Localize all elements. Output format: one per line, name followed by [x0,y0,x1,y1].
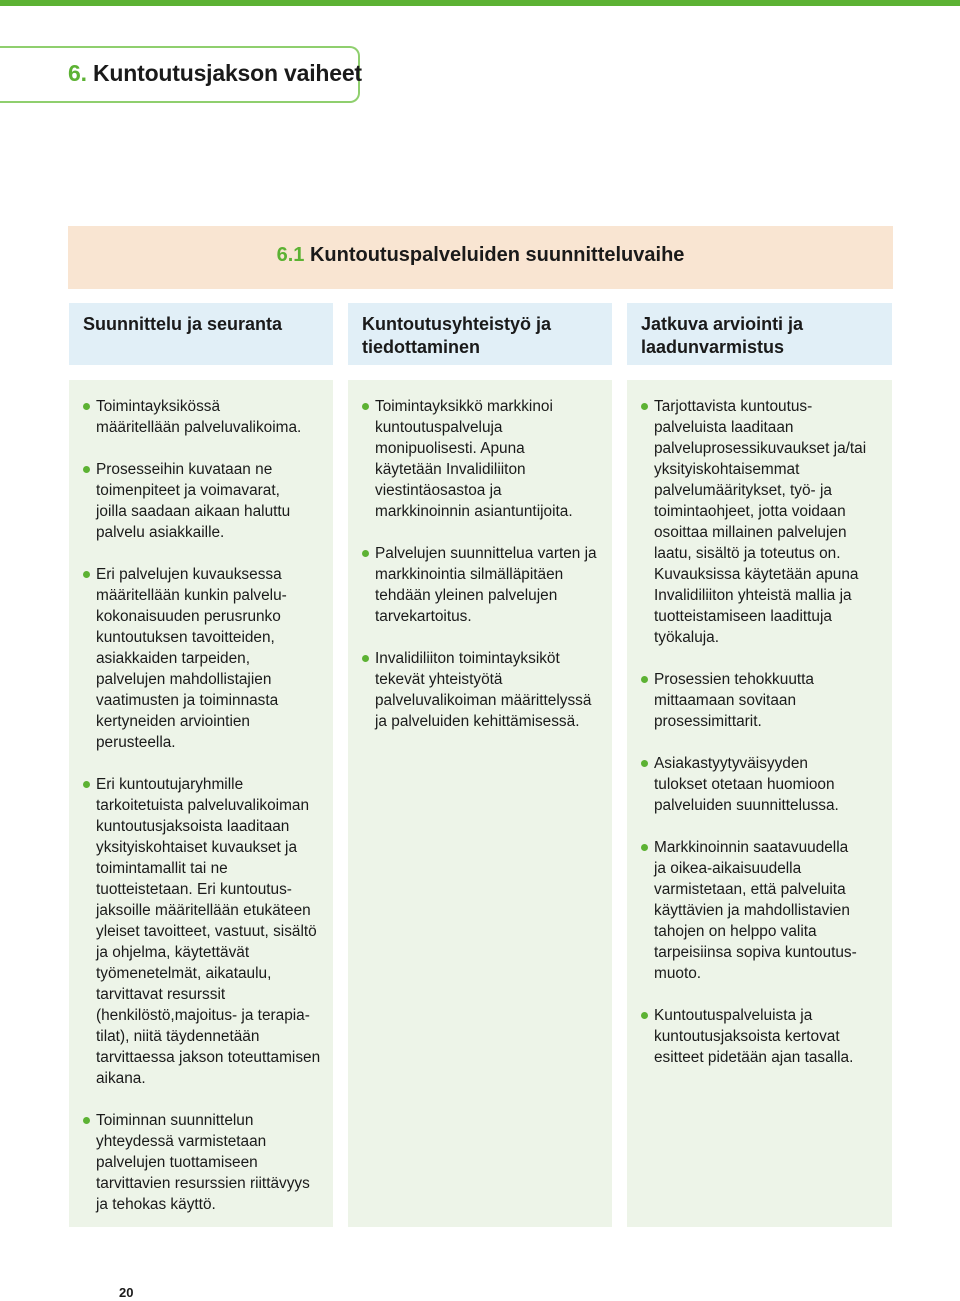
column-heading-evaluation: Jatkuva arviointi ja laadunvarmistus [627,303,892,365]
bullet-list [641,396,882,1068]
list-item: Invalidiliiton toimintayksiköt tekevät yhteistyötä palveluvalikoiman määrittelyssä ja palveluiden kehittämisessä. [362,648,602,732]
column-body-evaluation [627,380,892,1227]
chapter-title [68,60,362,87]
column-heading-cooperation: Kuntoutusyhteistyö ja tiedottaminen [348,303,612,365]
list-item: Eri palvelujen kuvauksessa määritellään kunkin palvelu- kokonaisuuden perusrunko kuntoutuksen tavoitteiden, asiakkaiden tarpeiden, palvelujen mahdollistajien vaatimusten ja toiminnasta kertyneiden arviointien perusteella. [83,564,323,753]
bullet-icon [83,781,90,788]
phase-number: 6.1 [276,244,305,266]
bullet-icon [83,466,90,473]
bullet-icon [641,760,648,767]
chapter-number: 6. [68,60,87,86]
list-item: Markkinoinnin saatavuudella ja oikea-aikaisuudella varmistetaan, että palveluita käyttävien ja mahdollistavien tahojen on helppo valita tarpeisiinsa sopiva kuntoutus- muoto. [641,837,882,984]
list-item: Toiminnan suunnittelun yhteydessä varmistetaan palvelujen tuottamiseen tarvittavien resurssien riittävyys ja tehokas käyttö. [83,1110,323,1215]
list-item: Kuntoutuspalveluista ja kuntoutusjaksoista kertovat esitteet pidetään ajan tasalla. [641,1005,882,1068]
list-item: Eri kuntoutujaryhmille tarkoitetuista palveluvalikoiman kuntoutusjaksoista laaditaan yksityiskohtaiset kuvaukset ja toimintamallit tai ne tuotteistetaan. Eri kuntoutus- jaksoille määritellään etukäteen yleiset tavoitteet, vastuut, sisältö ja ohjelma, käytettävät työmenetelmät, aikataulu, tarvittavat resurssit (henkilöstö,majoitus- ja terapia- tilat), niitä täydennetään tarvittaessa jakson toteuttamisen aikana. [83,774,323,1089]
bullet-icon [83,1117,90,1124]
phase-title-text: Kuntoutuspalveluiden suunnitteluvaihe [309,244,685,266]
phase-band [68,226,893,289]
phase-title [68,244,893,267]
list-item: Prosessien tehokkuutta mittaamaan sovitaan prosessimittarit. [641,669,882,732]
bullet-icon [641,844,648,851]
bullet-icon [362,403,369,410]
list-item: Asiakastyytyväisyyden tulokset otetaan huomioon palveluiden suunnittelussa. [641,753,882,816]
column-heading-planning: Suunnittelu ja seuranta [69,303,333,365]
list-item: Toimintayksikössä määritellään palveluvalikoima. [83,396,323,438]
list-item: Tarjottavista kuntoutus- palveluista laaditaan palveluprosessikuvaukset ja/tai yksityiskohtaisemmat palvelumääritykset, työ- ja toimintaohjeet, jotta voidaan osoittaa millainen palvelujen laatu, sisältö ja toteutus on. Kuvauksissa käytetään apuna Invalidiliiton yhteistä mallia ja tuotteistamiseen laadittuja työkaluja. [641,396,882,648]
bullet-icon [641,676,648,683]
list-item: Toimintayksikkö markkinoi kuntoutuspalveluja monipuolisesti. Apuna käytetään Invalidiliiton viestintäosastoa ja markkinoinnin asiantuntijoita. [362,396,602,522]
column-body-cooperation [348,380,612,1227]
bullet-icon [362,550,369,557]
bullet-list [83,396,323,1215]
bullet-icon [83,571,90,578]
top-rule [0,0,960,6]
list-item: Palvelujen suunnittelua varten ja markkinointia silmälläpitäen tehdään yleinen palvelujen tarvekartoitus. [362,543,602,627]
chapter-title-text: Kuntoutusjakson vaiheet [93,60,362,86]
list-item: Prosesseihin kuvataan ne toimenpiteet ja voimavarat, joilla saadaan aikaan haluttu palvelu asiakkaille. [83,459,323,543]
column-body-planning [69,380,333,1227]
bullet-list [362,396,602,732]
bullet-icon [641,1012,648,1019]
bullet-icon [362,655,369,662]
page-number: 20 [119,1285,134,1300]
bullet-icon [83,403,90,410]
bullet-icon [641,403,648,410]
